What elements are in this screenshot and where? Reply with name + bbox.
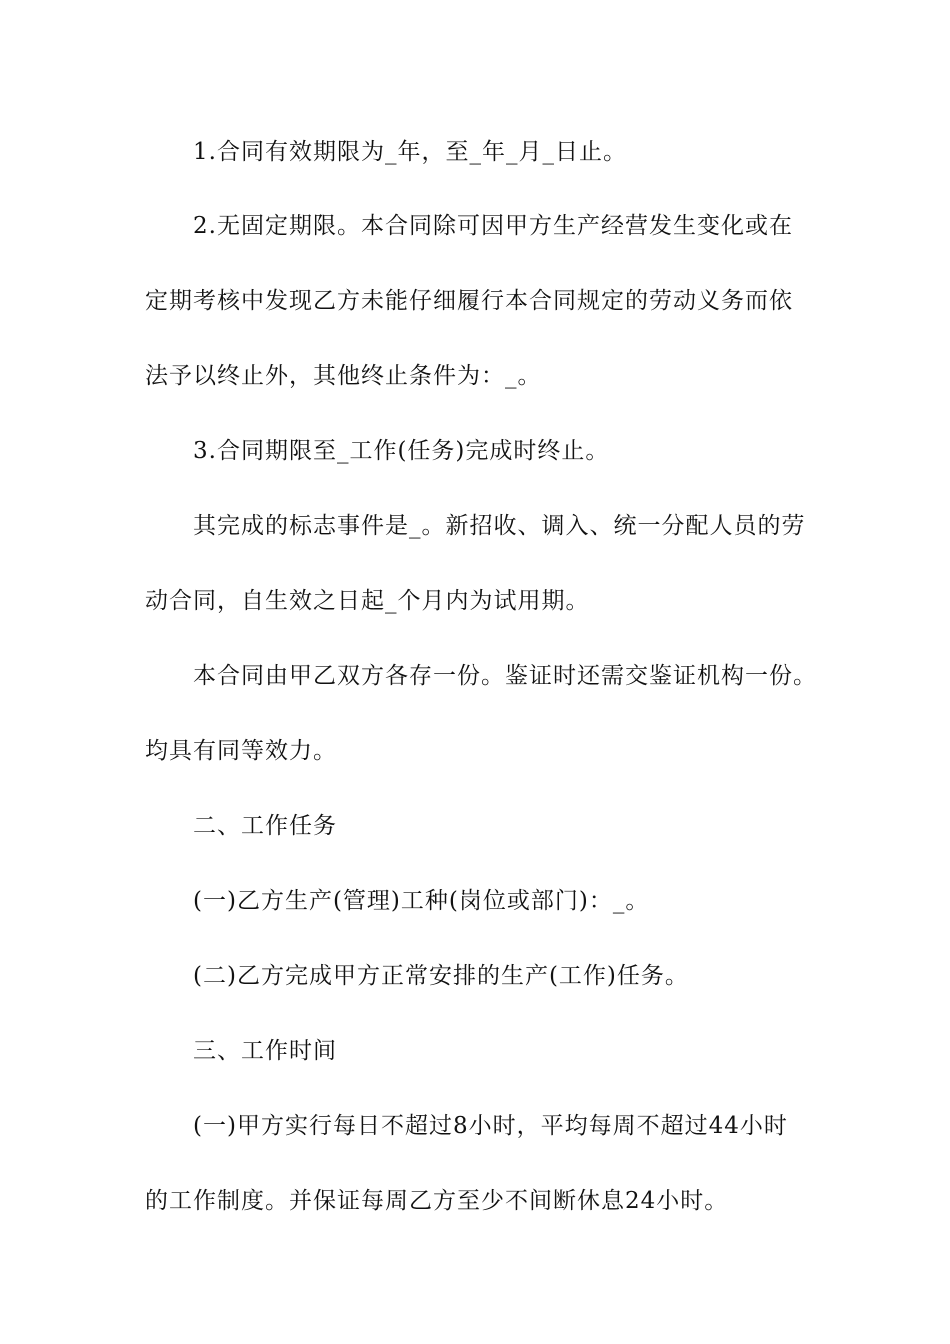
paragraph-job-type: (一)乙方生产(管理)工种(岗位或部门)：_。 — [193, 888, 650, 914]
paragraph-term-open: 2.无固定期限。本合同除可因甲方生产经营发生变化或在 — [193, 213, 793, 239]
paragraph-probation-line2: 动合同，自生效之日起_个月内为试用期。 — [145, 588, 590, 614]
paragraph-hours: (一)甲方实行每日不超过8小时，平均每周不超过44小时 — [193, 1113, 788, 1139]
paragraph-term-open-line2: 定期考核中发现乙方未能仔细履行本合同规定的劳动义务而依 — [145, 288, 793, 314]
paragraph-term-task: 3.合同期限至_工作(任务)完成时终止。 — [193, 438, 610, 464]
paragraph-hours-line2: 的工作制度。并保证每周乙方至少不间断休息24小时。 — [145, 1188, 729, 1214]
paragraph-term-open-line3: 法予以终止外，其他终止条件为：_。 — [145, 363, 542, 389]
paragraph-probation: 其完成的标志事件是_。新招收、调入、统一分配人员的劳 — [193, 513, 806, 539]
section-heading-work-task: 二、工作任务 — [193, 813, 337, 839]
paragraph-term-fixed: 1.合同有效期限为_年，至_年_月_日止。 — [193, 139, 627, 165]
paragraph-task-completion: (二)乙方完成甲方正常安排的生产(工作)任务。 — [193, 963, 689, 989]
paragraph-copies: 本合同由甲乙双方各存一份。鉴证时还需交鉴证机构一份。 — [193, 663, 817, 689]
section-heading-work-time: 三、工作时间 — [193, 1038, 337, 1064]
paragraph-copies-line2: 均具有同等效力。 — [145, 738, 337, 764]
